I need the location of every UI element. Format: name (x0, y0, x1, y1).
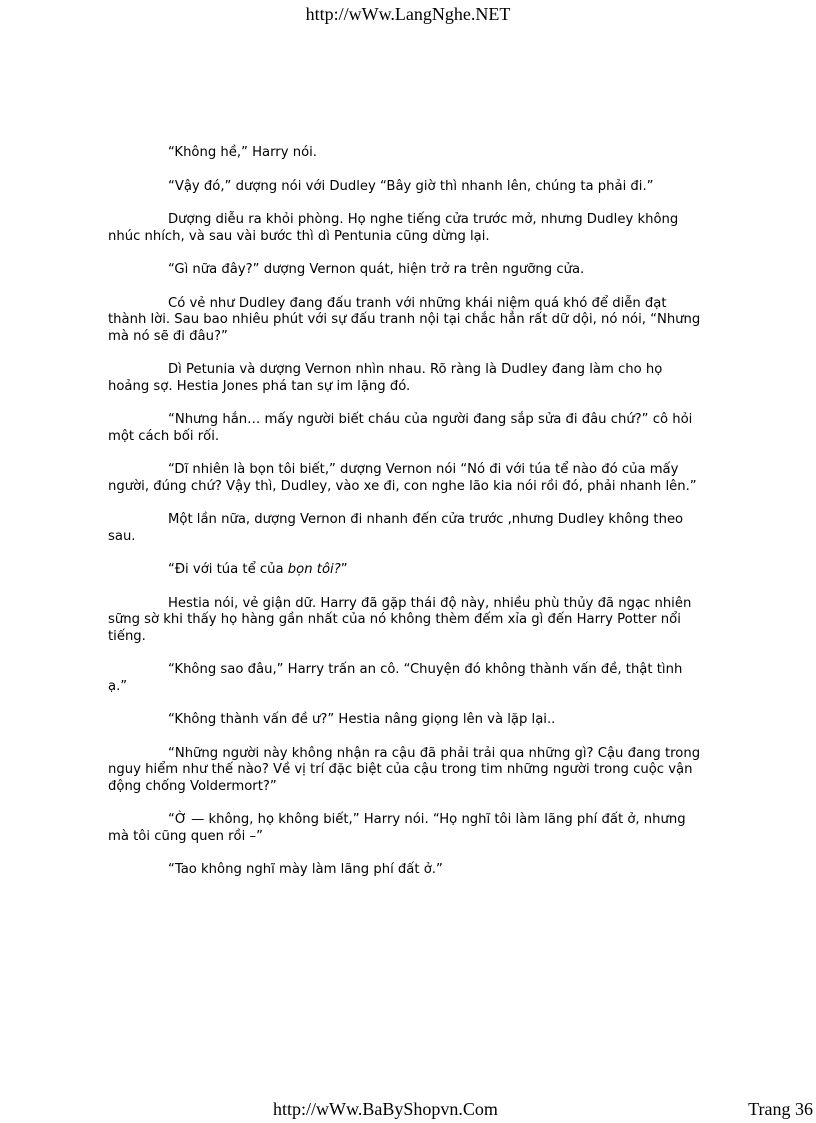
paragraph-with-italic (108, 562, 704, 579)
paragraph: “Nhưng hắn… mấy người biết cháu của người đang sắp sửa đi đâu chứ?” cô hỏi một cách bối rối. (108, 412, 693, 444)
paragraph: Dì Petunia và dượng Vernon nhìn nhau. Rõ ràng là Dudley đang làm cho họ hoảng sợ. Hestia Jones phá tan sự im lặng đó. (108, 362, 663, 394)
paragraph: “Không sao đâu,” Harry trấn an cô. “Chuyện đó không thành vấn đề, thật tình ạ.” (108, 662, 683, 694)
paragraph: Có vẻ như Dudley đang đấu tranh với những khái niệm quá khó để diễn đạt thành lời. Sau bao nhiêu phút với sự đấu tranh nội tại chắc hẳn rất dữ dội, nó nói, “Nhưng mà nó sẽ đi đâu?” (108, 295, 701, 344)
header-url: http://wWw.LangNghe.NET (305, 4, 511, 24)
page-number: Trang 36 (748, 1099, 813, 1119)
paragraph: “Dĩ nhiên là bọn tôi biết,” dượng Vernon nói “Nó đi với túa tể nào đó của mấy người, đúng chứ? Vậy thì, Dudley, vào xe đi, con nghe lão kia nói rồi đó, phải nhanh lên.” (108, 462, 697, 494)
paragraph: “Gì nữa đây?” dượng Vernon quát, hiện trở ra trên ngưỡng cửa. (168, 262, 585, 277)
paragraph: Dượng diễu ra khỏi phòng. Họ nghe tiếng cửa trước mở, nhưng Dudley không nhúc nhích, và sau vài bước thì dì Pentunia cũng dừng lại. (108, 212, 679, 244)
footer-url: http://wWw.BaByShopvn.Com (273, 1099, 498, 1119)
italic-text: bọn tôi? (287, 562, 341, 577)
paragraph: “Ờ — không, họ không biết,” Harry nói. “Họ nghĩ tôi làm lãng phí đất ở, nhưng mà tôi cũng quen rồi –” (108, 812, 686, 844)
paragraph: Hestia nói, vẻ giận dữ. Harry đã gặp thái độ này, nhiều phù thủy đã ngạc nhiên sững sờ khi thấy họ hàng gần nhất của nó không thèm đếm xỉa gì đến Harry Potter nổi tiếng. (108, 595, 692, 644)
paragraph: Một lần nữa, dượng Vernon đi nhanh đến cửa trước ,nhưng Dudley không theo sau. (108, 512, 684, 544)
story-text (108, 145, 704, 896)
paragraph: “Tao không nghĩ mày làm lãng phí đất ở.” (168, 862, 443, 877)
paragraph: “Vậy đó,” dượng nói với Dudley “Bây giờ thì nhanh lên, chúng ta phải đi.” (168, 178, 654, 194)
paragraph-text: “Đi với túa tể của (168, 562, 288, 577)
paragraph: “Không thành vấn đề ư?” Hestia nâng giọng lên và lặp lại.. (168, 712, 556, 727)
paragraph: “Không hề,” Harry nói. (168, 145, 317, 160)
paragraph-text: ” (340, 562, 348, 577)
paragraph: “Những người này không nhận ra cậu đã phải trải qua những gì? Cậu đang trong nguy hiểm như thế nào? Về vị trí đặc biệt của cậu trong tim những người trong cuộc vận động chống Voldermort?” (108, 745, 701, 794)
